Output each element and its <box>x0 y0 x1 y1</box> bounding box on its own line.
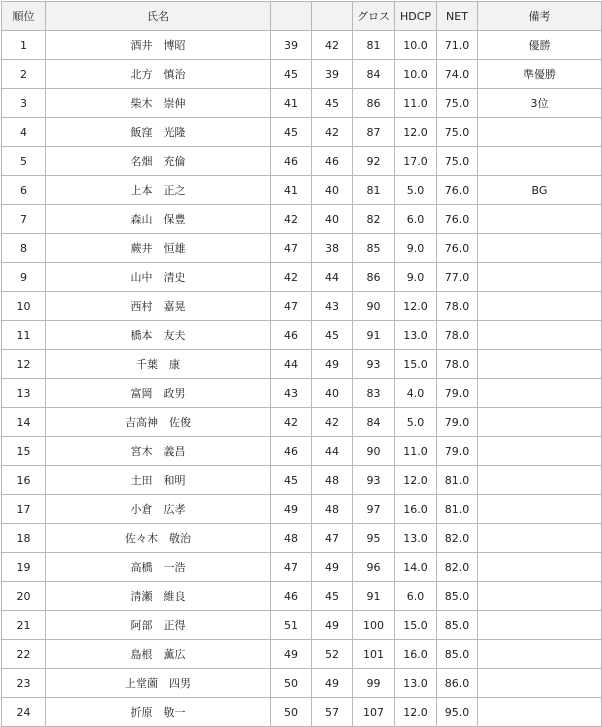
cell-out: 46 <box>271 147 312 176</box>
cell-name: 飯窪 光隆 <box>46 118 271 147</box>
cell-rank: 14 <box>2 408 46 437</box>
cell-name: 名畑 充倫 <box>46 147 271 176</box>
header-hdcp: HDCP <box>395 2 437 31</box>
cell-name: 島根 薫広 <box>46 640 271 669</box>
cell-net: 79.0 <box>437 437 478 466</box>
cell-name: 上本 正之 <box>46 176 271 205</box>
cell-name: 西村 嘉晃 <box>46 292 271 321</box>
cell-in: 49 <box>312 611 353 640</box>
cell-name: 千葉 康 <box>46 350 271 379</box>
cell-gross: 93 <box>353 466 395 495</box>
cell-net: 86.0 <box>437 669 478 698</box>
cell-note <box>478 582 602 611</box>
cell-gross: 85 <box>353 234 395 263</box>
cell-hdcp: 13.0 <box>395 669 437 698</box>
cell-note: 準優勝 <box>478 60 602 89</box>
table-row <box>2 553 602 582</box>
cell-gross: 96 <box>353 553 395 582</box>
cell-rank: 10 <box>2 292 46 321</box>
cell-name: 高橋 一浩 <box>46 553 271 582</box>
cell-name: 富岡 政男 <box>46 379 271 408</box>
cell-gross: 90 <box>353 437 395 466</box>
cell-gross: 81 <box>353 31 395 60</box>
header-rank: 順位 <box>2 2 46 31</box>
cell-out: 49 <box>271 640 312 669</box>
header-row <box>2 2 602 31</box>
cell-rank: 17 <box>2 495 46 524</box>
table-row <box>2 698 602 727</box>
cell-out: 45 <box>271 60 312 89</box>
cell-hdcp: 6.0 <box>395 205 437 234</box>
cell-note: 3位 <box>478 89 602 118</box>
cell-rank: 1 <box>2 31 46 60</box>
cell-rank: 5 <box>2 147 46 176</box>
cell-hdcp: 12.0 <box>395 118 437 147</box>
cell-out: 47 <box>271 292 312 321</box>
cell-hdcp: 9.0 <box>395 263 437 292</box>
cell-out: 50 <box>271 698 312 727</box>
cell-in: 45 <box>312 89 353 118</box>
table-row <box>2 205 602 234</box>
cell-hdcp: 16.0 <box>395 640 437 669</box>
cell-name: 折原 敬一 <box>46 698 271 727</box>
cell-in: 42 <box>312 408 353 437</box>
cell-rank: 9 <box>2 263 46 292</box>
header-net: NET <box>437 2 478 31</box>
cell-net: 78.0 <box>437 321 478 350</box>
cell-in: 49 <box>312 350 353 379</box>
table-row <box>2 350 602 379</box>
cell-hdcp: 5.0 <box>395 408 437 437</box>
cell-name: 清瀬 維良 <box>46 582 271 611</box>
table-row <box>2 611 602 640</box>
cell-out: 47 <box>271 234 312 263</box>
cell-rank: 15 <box>2 437 46 466</box>
cell-gross: 97 <box>353 495 395 524</box>
cell-in: 46 <box>312 147 353 176</box>
cell-net: 79.0 <box>437 408 478 437</box>
cell-out: 45 <box>271 466 312 495</box>
cell-note <box>478 321 602 350</box>
cell-hdcp: 10.0 <box>395 31 437 60</box>
cell-gross: 107 <box>353 698 395 727</box>
cell-rank: 2 <box>2 60 46 89</box>
cell-note <box>478 669 602 698</box>
cell-net: 76.0 <box>437 205 478 234</box>
cell-rank: 12 <box>2 350 46 379</box>
cell-gross: 87 <box>353 118 395 147</box>
cell-out: 41 <box>271 176 312 205</box>
cell-note <box>478 495 602 524</box>
cell-hdcp: 11.0 <box>395 89 437 118</box>
cell-gross: 95 <box>353 524 395 553</box>
table-row <box>2 379 602 408</box>
cell-note <box>478 350 602 379</box>
cell-note: BG <box>478 176 602 205</box>
cell-in: 49 <box>312 553 353 582</box>
table-row <box>2 31 602 60</box>
table-row <box>2 495 602 524</box>
cell-rank: 21 <box>2 611 46 640</box>
cell-in: 48 <box>312 495 353 524</box>
cell-hdcp: 11.0 <box>395 437 437 466</box>
cell-gross: 81 <box>353 176 395 205</box>
cell-name: 北方 慎治 <box>46 60 271 89</box>
cell-net: 85.0 <box>437 640 478 669</box>
cell-in: 49 <box>312 669 353 698</box>
cell-gross: 99 <box>353 669 395 698</box>
cell-note <box>478 205 602 234</box>
cell-out: 44 <box>271 350 312 379</box>
cell-rank: 23 <box>2 669 46 698</box>
cell-in: 39 <box>312 60 353 89</box>
table-row <box>2 466 602 495</box>
cell-note <box>478 379 602 408</box>
cell-hdcp: 15.0 <box>395 350 437 379</box>
cell-gross: 82 <box>353 205 395 234</box>
cell-gross: 91 <box>353 582 395 611</box>
table-row <box>2 669 602 698</box>
cell-in: 57 <box>312 698 353 727</box>
cell-note <box>478 640 602 669</box>
cell-gross: 91 <box>353 321 395 350</box>
cell-net: 85.0 <box>437 611 478 640</box>
cell-hdcp: 13.0 <box>395 321 437 350</box>
cell-name: 上堂薗 四男 <box>46 669 271 698</box>
cell-hdcp: 13.0 <box>395 524 437 553</box>
table-row <box>2 118 602 147</box>
cell-gross: 100 <box>353 611 395 640</box>
cell-rank: 13 <box>2 379 46 408</box>
cell-net: 71.0 <box>437 31 478 60</box>
cell-out: 46 <box>271 582 312 611</box>
table-row <box>2 234 602 263</box>
cell-note <box>478 263 602 292</box>
cell-out: 49 <box>271 495 312 524</box>
cell-gross: 86 <box>353 89 395 118</box>
header-note: 備考 <box>478 2 602 31</box>
cell-in: 47 <box>312 524 353 553</box>
cell-note <box>478 147 602 176</box>
cell-name: 蕨井 恒雄 <box>46 234 271 263</box>
cell-hdcp: 12.0 <box>395 466 437 495</box>
cell-net: 79.0 <box>437 379 478 408</box>
cell-note <box>478 466 602 495</box>
cell-hdcp: 4.0 <box>395 379 437 408</box>
cell-gross: 84 <box>353 60 395 89</box>
cell-hdcp: 10.0 <box>395 60 437 89</box>
cell-net: 85.0 <box>437 582 478 611</box>
cell-out: 39 <box>271 31 312 60</box>
cell-in: 44 <box>312 263 353 292</box>
cell-hdcp: 14.0 <box>395 553 437 582</box>
cell-out: 48 <box>271 524 312 553</box>
cell-name: 小倉 広孝 <box>46 495 271 524</box>
cell-rank: 4 <box>2 118 46 147</box>
cell-hdcp: 12.0 <box>395 292 437 321</box>
table-row <box>2 408 602 437</box>
results-table <box>1 1 602 727</box>
cell-net: 76.0 <box>437 234 478 263</box>
cell-name: 佐々木 敬治 <box>46 524 271 553</box>
table-row <box>2 176 602 205</box>
cell-name: 阿部 正得 <box>46 611 271 640</box>
cell-rank: 20 <box>2 582 46 611</box>
cell-net: 78.0 <box>437 292 478 321</box>
cell-out: 42 <box>271 408 312 437</box>
table-row <box>2 89 602 118</box>
cell-net: 77.0 <box>437 263 478 292</box>
cell-rank: 6 <box>2 176 46 205</box>
cell-name: 吉高神 佐俊 <box>46 408 271 437</box>
cell-out: 46 <box>271 321 312 350</box>
cell-rank: 19 <box>2 553 46 582</box>
table-row <box>2 582 602 611</box>
cell-note <box>478 524 602 553</box>
cell-note <box>478 437 602 466</box>
cell-note <box>478 553 602 582</box>
cell-net: 75.0 <box>437 89 478 118</box>
table-header <box>2 2 602 31</box>
cell-net: 76.0 <box>437 176 478 205</box>
cell-in: 40 <box>312 205 353 234</box>
table-row <box>2 292 602 321</box>
cell-note <box>478 118 602 147</box>
header-name: 氏名 <box>46 2 271 31</box>
cell-name: 酒井 博昭 <box>46 31 271 60</box>
cell-hdcp: 17.0 <box>395 147 437 176</box>
cell-out: 50 <box>271 669 312 698</box>
cell-rank: 7 <box>2 205 46 234</box>
cell-gross: 93 <box>353 350 395 379</box>
cell-in: 40 <box>312 379 353 408</box>
cell-name: 宮木 義昌 <box>46 437 271 466</box>
cell-rank: 11 <box>2 321 46 350</box>
cell-out: 51 <box>271 611 312 640</box>
cell-net: 81.0 <box>437 495 478 524</box>
cell-in: 40 <box>312 176 353 205</box>
table-row <box>2 321 602 350</box>
cell-in: 43 <box>312 292 353 321</box>
cell-hdcp: 5.0 <box>395 176 437 205</box>
cell-net: 82.0 <box>437 524 478 553</box>
table-row <box>2 640 602 669</box>
table-row <box>2 524 602 553</box>
header-in <box>312 2 353 31</box>
cell-rank: 24 <box>2 698 46 727</box>
cell-name: 森山 保豊 <box>46 205 271 234</box>
cell-gross: 83 <box>353 379 395 408</box>
cell-net: 75.0 <box>437 147 478 176</box>
cell-net: 95.0 <box>437 698 478 727</box>
cell-hdcp: 6.0 <box>395 582 437 611</box>
cell-name: 柴木 崇伸 <box>46 89 271 118</box>
cell-in: 45 <box>312 582 353 611</box>
cell-note <box>478 234 602 263</box>
cell-net: 82.0 <box>437 553 478 582</box>
table-body <box>2 31 602 727</box>
cell-net: 81.0 <box>437 466 478 495</box>
cell-note: 優勝 <box>478 31 602 60</box>
cell-in: 52 <box>312 640 353 669</box>
cell-name: 橋本 友夫 <box>46 321 271 350</box>
cell-out: 42 <box>271 205 312 234</box>
cell-hdcp: 15.0 <box>395 611 437 640</box>
cell-note <box>478 408 602 437</box>
cell-in: 38 <box>312 234 353 263</box>
cell-rank: 18 <box>2 524 46 553</box>
cell-in: 42 <box>312 118 353 147</box>
cell-net: 75.0 <box>437 118 478 147</box>
cell-net: 78.0 <box>437 350 478 379</box>
cell-net: 74.0 <box>437 60 478 89</box>
cell-gross: 86 <box>353 263 395 292</box>
header-out <box>271 2 312 31</box>
cell-rank: 22 <box>2 640 46 669</box>
cell-hdcp: 9.0 <box>395 234 437 263</box>
table-row <box>2 263 602 292</box>
cell-note <box>478 611 602 640</box>
cell-gross: 92 <box>353 147 395 176</box>
cell-gross: 90 <box>353 292 395 321</box>
cell-rank: 3 <box>2 89 46 118</box>
cell-note <box>478 292 602 321</box>
cell-rank: 16 <box>2 466 46 495</box>
cell-in: 48 <box>312 466 353 495</box>
header-gross: グロス <box>353 2 395 31</box>
cell-gross: 84 <box>353 408 395 437</box>
table-row <box>2 437 602 466</box>
cell-rank: 8 <box>2 234 46 263</box>
table-row <box>2 60 602 89</box>
cell-hdcp: 12.0 <box>395 698 437 727</box>
cell-name: 山中 清史 <box>46 263 271 292</box>
cell-gross: 101 <box>353 640 395 669</box>
table-row <box>2 147 602 176</box>
cell-in: 44 <box>312 437 353 466</box>
cell-name: 土田 和明 <box>46 466 271 495</box>
cell-out: 46 <box>271 437 312 466</box>
cell-out: 47 <box>271 553 312 582</box>
cell-in: 45 <box>312 321 353 350</box>
cell-hdcp: 16.0 <box>395 495 437 524</box>
cell-out: 41 <box>271 89 312 118</box>
cell-in: 42 <box>312 31 353 60</box>
cell-out: 42 <box>271 263 312 292</box>
cell-out: 43 <box>271 379 312 408</box>
cell-out: 45 <box>271 118 312 147</box>
cell-note <box>478 698 602 727</box>
